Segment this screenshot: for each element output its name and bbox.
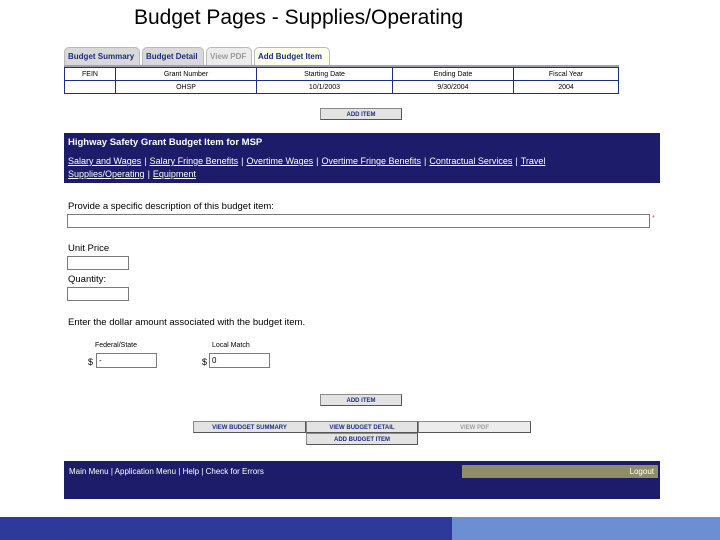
- application-menu-link[interactable]: Application Menu: [114, 467, 177, 476]
- federal-state-label: Federal/State: [95, 342, 138, 349]
- local-match-label: Local Match: [212, 342, 250, 349]
- header-starting-date: Starting Date: [257, 68, 393, 81]
- cell-ending-date: 9/30/2004: [393, 81, 514, 94]
- slide-title: Budget Pages - Supplies/Operating: [134, 6, 464, 29]
- link-overtime-fringe[interactable]: Overtime Fringe Benefits: [321, 156, 422, 166]
- footer-menu: [69, 467, 264, 476]
- quantity-label: Quantity:: [68, 274, 107, 285]
- cell-fiscal-year: 2004: [514, 81, 619, 94]
- cell-grant-number: OHSP: [116, 81, 257, 94]
- budget-category-panel: [64, 133, 660, 183]
- help-link[interactable]: Help: [182, 467, 200, 476]
- quantity-input[interactable]: [67, 287, 129, 301]
- footer-separator: |: [201, 467, 204, 476]
- description-input[interactable]: [67, 214, 650, 228]
- slide-footer-band: [0, 517, 452, 540]
- main-menu-link[interactable]: Main Menu: [69, 467, 109, 476]
- link-equipment[interactable]: Equipment: [152, 169, 196, 179]
- link-salary-fringe[interactable]: Salary Fringe Benefits: [149, 156, 239, 166]
- header-fiscal-year: Fiscal Year: [514, 68, 619, 81]
- tab-bar: [64, 47, 332, 65]
- local-match-input[interactable]: [209, 353, 270, 368]
- view-pdf-button[interactable]: VIEW PDF: [418, 421, 531, 433]
- slide-footer-band-accent: [452, 517, 720, 540]
- footer-separator: |: [110, 467, 113, 476]
- panel-title: Highway Safety Grant Budget Item for MSP: [68, 137, 263, 148]
- link-contractual-services[interactable]: Contractual Services: [429, 156, 513, 166]
- header-fein: FEIN: [65, 68, 116, 81]
- tab-budget-summary[interactable]: Budget Summary: [64, 47, 140, 65]
- footer-bar: [64, 461, 660, 499]
- view-budget-summary-button[interactable]: VIEW BUDGET SUMMARY: [193, 421, 306, 433]
- header-grant-number: Grant Number: [116, 68, 257, 81]
- tab-budget-detail[interactable]: Budget Detail: [142, 47, 204, 65]
- federal-currency: $: [88, 357, 94, 367]
- add-item-top-button[interactable]: ADD ITEM: [320, 108, 402, 120]
- add-item-button[interactable]: ADD ITEM: [320, 394, 402, 406]
- footer-separator: |: [178, 467, 181, 476]
- link-overtime-wages[interactable]: Overtime Wages: [246, 156, 314, 166]
- unit-price-label: Unit Price: [68, 243, 110, 254]
- budget-item-form: [64, 183, 660, 461]
- table-header-row: [65, 68, 619, 81]
- check-errors-link[interactable]: Check for Errors: [205, 467, 264, 476]
- federal-state-input[interactable]: [96, 353, 157, 368]
- header-ending-date: Ending Date: [393, 68, 514, 81]
- cell-starting-date: 10/1/2003: [257, 81, 393, 94]
- link-supplies-operating[interactable]: Supplies/Operating: [68, 169, 145, 179]
- link-travel[interactable]: Travel: [520, 156, 546, 166]
- table-row: [65, 81, 619, 94]
- add-budget-item-button[interactable]: ADD BUDGET ITEM: [306, 433, 418, 445]
- tab-view-pdf[interactable]: View PDF: [206, 47, 252, 65]
- logout-button[interactable]: Logout: [462, 465, 658, 478]
- description-label: Provide a specific description of this budget item:: [68, 201, 274, 212]
- view-budget-detail-button[interactable]: VIEW BUDGET DETAIL: [306, 421, 418, 433]
- cell-fein: [65, 81, 116, 94]
- dollar-amount-label: Enter the dollar amount associated with the budget item.: [68, 317, 306, 328]
- grant-info-table: [64, 67, 619, 94]
- tab-add-budget-item[interactable]: Add Budget Item: [254, 47, 330, 65]
- unit-price-input[interactable]: [67, 256, 129, 270]
- local-currency: $: [202, 357, 208, 367]
- category-links: Salary and Wages | Salary Fringe Benefits | Overtime Wages | Overtime Fringe Benefits | Contractual Services | Travel Supplies/Operating | Equipment: [68, 156, 546, 179]
- required-marker: *: [652, 215, 655, 222]
- link-salary-wages[interactable]: Salary and Wages: [68, 156, 142, 166]
